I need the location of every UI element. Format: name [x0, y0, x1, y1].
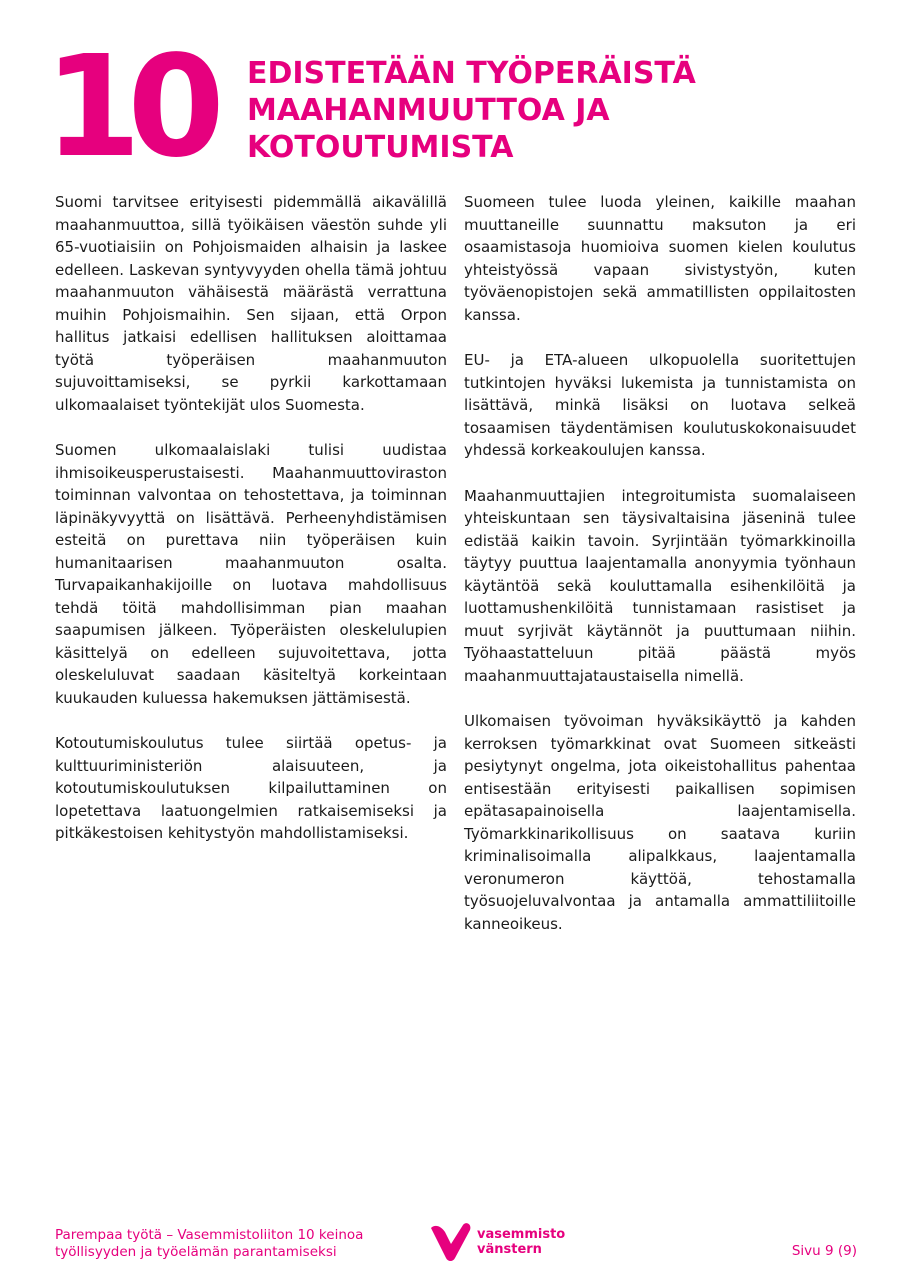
v-logo-icon — [429, 1222, 473, 1262]
page-number: Sivu 9 (9) — [791, 1243, 857, 1259]
paragraph: Suomi tarvitsee erityisesti pidemmällä aikavälillä maahanmuuttoa, sillä työikäisen väestön suhde yli 65-vuotiaisiin on Pohjoismaiden alhaisin ja laskee edelleen. Laskevan syntyvyyden ohella tämä johtuu maahanmuuton vähäisestä määrästä verrattuna muihin Pohjoismaihin. Sen sijaan, että Orpon hallitus jatkaisi edellisen hallituksen aloittamaa työtä työperäisen maahanmuuton sujuvoittamiseksi, se pyrkii karkottamaan ulkomaalaiset työntekijät ulos Suomesta. — [55, 193, 447, 414]
section-number: 10 — [44, 26, 211, 189]
logo-line-1: vasemmisto — [477, 1227, 566, 1242]
party-logo — [429, 1222, 565, 1262]
title-line-2: MAAHANMUUTTOA JA — [247, 93, 610, 128]
page-title — [247, 55, 867, 166]
paragraph: Suomeen tulee luoda yleinen, kaikille maahan muuttaneille suunnattu maksuton ja eri osaamistasoja huomioiva suomen kielen koulutus yhteistyössä vapaan sivistystyön, kuten työväenopistojen sekä ammatillisten oppilaitosten kanssa. — [464, 193, 856, 324]
footer-publication-title — [55, 1227, 363, 1261]
left-column — [55, 191, 447, 868]
title-line-3: KOTOUTUMISTA — [247, 130, 514, 165]
right-column — [464, 191, 856, 958]
footer-line-2: työllisyyden ja työelämän parantamiseksi — [55, 1244, 337, 1260]
paragraph: Ulkomaisen työvoiman hyväksikäyttö ja kahden kerroksen työmarkkinat ovat Suomeen sitkeästi pesiytynyt ongelma, jota oikeistohallitus pahentaa entisestään erityisesti paikallisen sopimisen epätasapainoisella laajentamisella. Työmarkkinarikollisuus on saatava kuriin kriminalisoimalla alipalkkaus, laajentamalla veronumeron käyttöä, tehostamalla työsuojeluvalvontaa ja antamalla ammattiliitoille kanneoikeus. — [464, 712, 856, 933]
paragraph: EU- ja ETA-alueen ulkopuolella suoritettujen tutkintojen hyväksi lukemista ja tunnistamista on lisättävä, minkä lisäksi on luotava selkeä tosaamisen täydentämisen koulutuskokonaisuudet yhdessä korkeakoulujen kanssa. — [464, 351, 856, 459]
paragraph: Maahanmuuttajien integroitumista suomalaiseen yhteiskuntaan sen täysivaltaisina jäseninä tulee edistää kaikin tavoin. Syrjintään työmarkkinoilla täytyy puuttua laajentamalla anonyymia työnhaun käytäntöä sekä kouluttamalla esihenkilöitä ja luottamushenkilöitä tunnistamaan rasistiset ja muut syrjivät käytännöt ja puuttumaan niihin. Työhaastatteluun pitää päästä myös maahanmuuttajataustaisella nimellä. — [464, 486, 856, 685]
footer-line-1: Parempaa työtä – Vasemmistoliiton 10 keinoa — [55, 1227, 364, 1243]
logo-line-2: vänstern — [477, 1242, 542, 1257]
logo-wordmark — [477, 1227, 565, 1257]
paragraph: Kotoutumiskoulutus tulee siirtää opetus- ja kulttuuriministeriön alaisuuteen, ja kotoutumiskoulutuksen kilpailuttaminen on lopetettava laatuongelmien ratkaisemiseksi ja pitkäkestoisen kehitystyön mahdollistamiseksi. — [55, 734, 447, 842]
title-line-1: EDISTETÄÄN TYÖPERÄISTÄ — [247, 56, 696, 91]
paragraph: Suomen ulkomaalaislaki tulisi uudistaa ihmisoikeusperustaisesti. Maahanmuuttoviraston toiminnan valvontaa on tehostettava, ja toiminnan läpinäkyvyyttä on lisättävä. Perheenyhdistämisen esteitä on purettava niin työperäisen kuin humanitaarisen maahanmuuton osalta. Turvapaikanhakijoille on luotava mahdollisuus tehdä töitä mahdollisimman pian maahan saapumisen jälkeen. Työperäisten oleskelulupien käsittelyä on edelleen sujuvoitettava, jotta oleskeluluvat saadaan käsiteltyä korkeintaan kuukauden kuluessa hakemuksen jättämisestä. — [55, 441, 447, 707]
